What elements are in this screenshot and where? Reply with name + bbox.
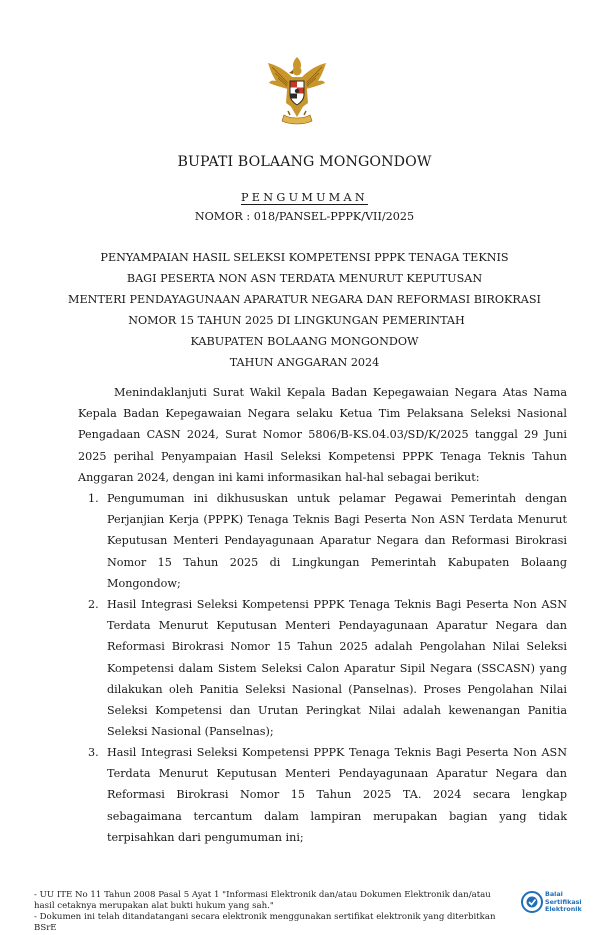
title-line: PENYAMPAIAN HASIL SELEKSI KOMPETENSI PPPK TENAGA TEKNIS: [100, 251, 509, 264]
list-item-text: Hasil Integrasi Seleksi Kompetensi PPPK Tenaga Teknis Bagi Peserta Non ASN Terdata Menurut Keputusan Menteri Pendayagunaan Aparatur Negara dan Reformasi Birokrasi Nomor 15 Tahun 2025 TA. 2024 secara lengkap sebagaimana tercantum dalam lampiran merupakan bagian yang tidak terpisahkan dari pengumuman ini;: [107, 746, 567, 844]
title-line: KABUPATEN BOLAANG MONGONDOW: [190, 335, 419, 348]
title-line: MENTERI PENDAYAGUNAAN APARATUR NEGARA DAN REFORMASI BIROKRASI: [68, 293, 541, 306]
footer-note-ite: - UU ITE No 11 Tahun 2008 Pasal 5 Ayat 1 "Informasi Elektronik dan/atau Dokumen Elektronik dan/atau hasil cetaknya merupakan alat bukti hukum yang sah.": [34, 890, 491, 911]
document-type-text: PENGUMUMAN: [240, 191, 369, 204]
list-item: [88, 594, 567, 742]
document-number: NOMOR : 018/PANSEL-PPPK/VII/2025: [194, 210, 415, 223]
title-line: TAHUN ANGGARAN 2024: [229, 356, 380, 369]
bsre-logo-icon: [521, 891, 543, 913]
bsre-logo: [521, 889, 601, 919]
organization-title: BUPATI BOLAANG MONGONDOW: [177, 154, 432, 170]
garuda-emblem-icon: [266, 55, 328, 131]
bsre-label-line: Elektronik: [545, 905, 582, 914]
footer-note-signature: - Dokumen ini telah ditandatangani secara elektronik menggunakan sertifikat elektronik yang diterbitkan BSrE: [34, 912, 496, 933]
list-item-text: Hasil Integrasi Seleksi Kompetensi PPPK Tenaga Teknis Bagi Peserta Non ASN Terdata Menurut Keputusan Menteri Pendayagunaan Aparatur Negara dan Reformasi Birokrasi Nomor 15 Tahun 2025 adalah Pengolahan Nilai Seleksi Kompetensi dalam Sistem Seleksi Calon Aparatur Sipil Negara (SSCASN) yang dilakukan oleh Panitia Seleksi Nasional (Panselnas). Proses Pengolahan Nilai Seleksi Kompetensi dan Urutan Peringkat Nilai adalah kewenangan Panitia Seleksi Nasional (Panselnas);: [107, 598, 567, 739]
list-item: [88, 742, 567, 848]
intro-paragraph: Menindaklanjuti Surat Wakil Kepala Badan Kepegawaian Negara Atas Nama Kepala Badan Kepegawaian Negara selaku Ketua Tim Pelaksana Seleksi Nasional Pengadaan CASN 2024, Surat Nomor 5806/B-KS.04.03/SD/K/2025 tanggal 29 Juni 2025 perihal Penyampaian Hasil Seleksi Kompetensi PPPK Tenaga Teknis Tahun Anggaran 2024, dengan ini kami informasikan hal-hal sebagai berikut:: [78, 386, 567, 484]
document-type-heading: [0, 191, 609, 204]
list-item-number: 1.: [88, 492, 99, 505]
list-item-number: 3.: [88, 746, 99, 759]
title-line: BAGI PESERTA NON ASN TERDATA MENURUT KEPUTUSAN: [126, 272, 483, 285]
title-line: NOMOR 15 TAHUN 2025 DI LINGKUNGAN PEMERINTAH: [128, 314, 465, 327]
bsre-label: [545, 891, 582, 914]
list-item-number: 2.: [88, 598, 99, 611]
bsre-label-line: Balai: [545, 890, 563, 898]
list-item-text: Pengumuman ini dikhususkan untuk pelamar Pegawai Pemerintah dengan Perjanjian Kerja (PPPK) Tenaga Teknis Bagi Peserta Non ASN Terdata Menurut Keputusan Menteri Pendayagunaan Aparatur Negara dan Reformasi Birokrasi Nomor 15 Tahun 2025 di Lingkungan Pemerintah Kabupaten Bolaang Mongondow;: [107, 492, 567, 590]
list-item: [88, 488, 567, 594]
bsre-label-line: Sertifikasi: [545, 897, 582, 906]
